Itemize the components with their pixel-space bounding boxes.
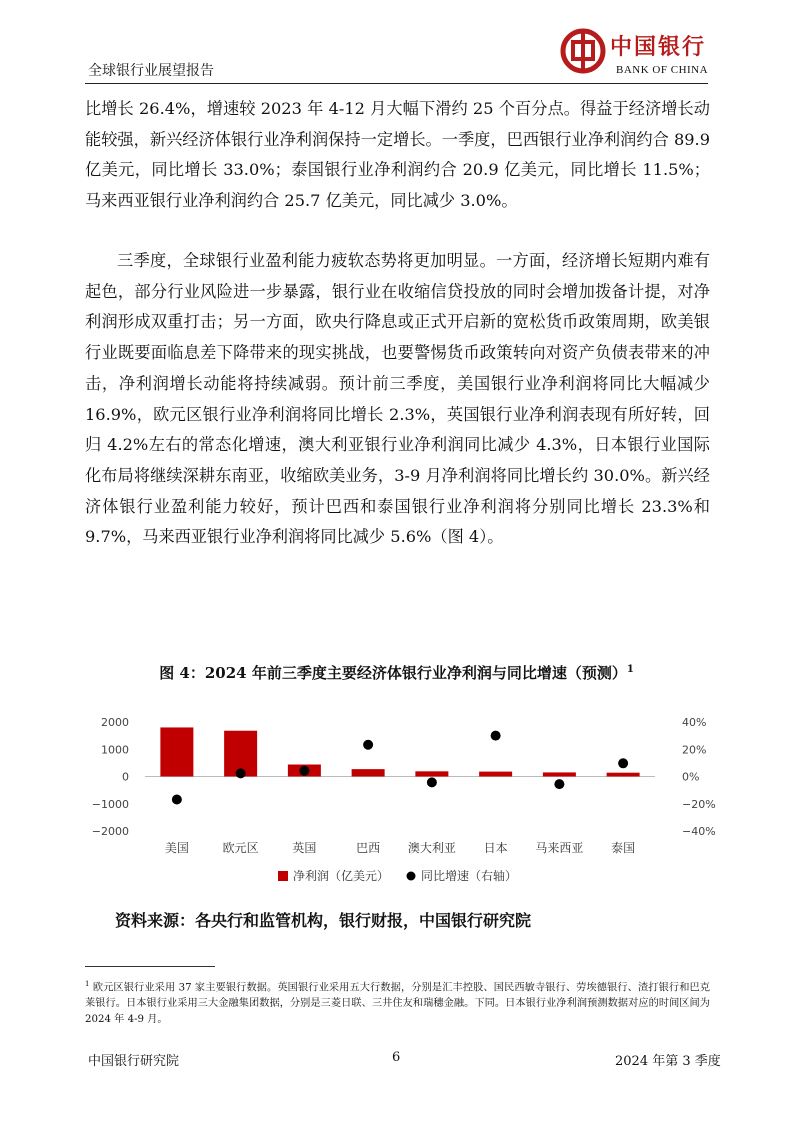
footer-organization: 中国银行研究院 — [88, 1054, 180, 1069]
point-yoy-growth — [172, 795, 182, 805]
legend-label-yoy-growth: 同比增速（右轴） — [421, 869, 518, 883]
left-axis-tick-label: 2000 — [101, 716, 129, 729]
bar-net-profit — [543, 772, 576, 776]
figure-source: 资料来源：各央行和监管机构，银行财报，中国银行研究院 — [115, 911, 532, 930]
left-axis-tick-label: −1000 — [91, 797, 129, 811]
footnote-text: 欧元区银行业采用 37 家主要银行数据。英国银行业采用五大行数据，分别是汇丰控股、国民西敏寺银行、劳埃德银行、渣打银行和巴克莱银行。日本银行业采用三大金融集团数据，分别是三菱日联、三井住友和瑞穗金融。下同。日本银行业净利润预测数据对应的时间区间为 2024 年 4-9 月。 — [85, 982, 710, 1026]
category-label: 美国 — [164, 841, 189, 855]
bar-net-profit — [352, 769, 385, 776]
category-label: 马来西亚 — [535, 841, 584, 855]
left-axis-tick-label: 0 — [122, 770, 129, 784]
point-yoy-growth — [236, 768, 246, 778]
bar-net-profit — [607, 773, 640, 777]
right-axis-tick-label: 20% — [682, 743, 707, 757]
body-paragraph-1: 比增长 26.4%，增速较 2023 年 4-12 月大幅下滑约 25 个百分点。得益于经济增长动能较强，新兴经济体银行业净利润保持一定增长。一季度，巴西银行业净利润约合 89.9 亿美元，同比增长 33.0%；泰国银行业净利润约合 20.9 亿美元，同比增长 11.5%；马来西亚银行业净利润约合 25.7 亿美元，同比减少 3.0%。 — [85, 99, 710, 211]
right-axis-tick-label: 0% — [682, 770, 700, 784]
left-axis-tick-label: −2000 — [91, 825, 129, 838]
body-paragraph-2: 三季度，全球银行业盈利能力疲软态势将更加明显。一方面，经济增长短期内难有起色，部分行业风险进一步暴露，银行业在收缩信贷投放的同时会增加拨备计提，对净利润形成双重打击；另一方面，欧央行降息或正式开启新的宽松货币政策周期，欧美银行业既要面临息差下降带来的现实挑战，也要警惕货币政策转向对资产负债表带来的冲击，净利润增长动能将持续减弱。预计前三季度，美国银行业净利润将同比大幅减少 16.9%，欧元区银行业净利润将同比增长 2.3%，英国银行业净利润表现有所好转，回归 4.2%左右的常态化增速，澳大利亚银行业净利润同比减少 4.3%，日本银行业国际化布局将继续深耕东南亚，收缩欧美业务，3-9 月净利润将同比增长约 30.0%。新兴经济体银行业盈利能力较好，预计巴西和泰国银行业净利润将分别同比增长 23.3%和 9.7%，马来西亚银行业净利润将同比减少 5.6%（图 4）。 — [85, 251, 710, 547]
category-label: 巴西 — [356, 841, 381, 855]
profit-growth-chart — [85, 705, 716, 895]
category-label: 澳大利亚 — [407, 841, 456, 855]
legend-bar-swatch — [278, 871, 288, 881]
bank-logo — [560, 28, 710, 78]
point-yoy-growth — [491, 731, 501, 741]
footnote — [85, 976, 710, 1028]
right-axis-tick-label: −40% — [682, 825, 716, 838]
point-yoy-growth — [427, 777, 437, 787]
figure-title — [0, 662, 793, 683]
bar-net-profit — [415, 771, 448, 776]
page-number: 6 — [392, 1050, 401, 1065]
legend-label-net-profit: 净利润（亿美元） — [293, 869, 390, 883]
figure-title-text: 图 4：2024 年前三季度主要经济体银行业净利润与同比增速（预测） — [159, 664, 627, 682]
bar-net-profit — [479, 772, 512, 777]
legend-point-swatch — [407, 872, 416, 881]
header-title: 全球银行业展望报告 — [88, 63, 214, 79]
category-label: 英国 — [292, 841, 317, 855]
bar-net-profit — [160, 727, 193, 776]
category-label: 欧元区 — [222, 841, 259, 855]
point-yoy-growth — [618, 758, 628, 768]
category-label: 日本 — [483, 841, 508, 855]
logo-english-name: BANK OF CHINA — [616, 64, 709, 76]
point-yoy-growth — [554, 779, 564, 789]
point-yoy-growth — [363, 740, 373, 750]
footer-period: 2024 年第 3 季度 — [615, 1054, 721, 1069]
footnote-divider — [85, 966, 215, 967]
footnote-reference: 1 — [626, 664, 634, 675]
right-axis-tick-label: −20% — [682, 797, 716, 811]
footnote-marker: 1 — [85, 980, 90, 988]
header-divider — [85, 83, 708, 84]
right-axis-tick-label: 40% — [682, 716, 707, 729]
left-axis-tick-label: 1000 — [101, 743, 129, 757]
category-label: 泰国 — [611, 841, 636, 855]
logo-chinese-name: 中国银行 — [610, 34, 707, 60]
point-yoy-growth — [299, 766, 309, 776]
bank-emblem-icon — [560, 28, 606, 74]
